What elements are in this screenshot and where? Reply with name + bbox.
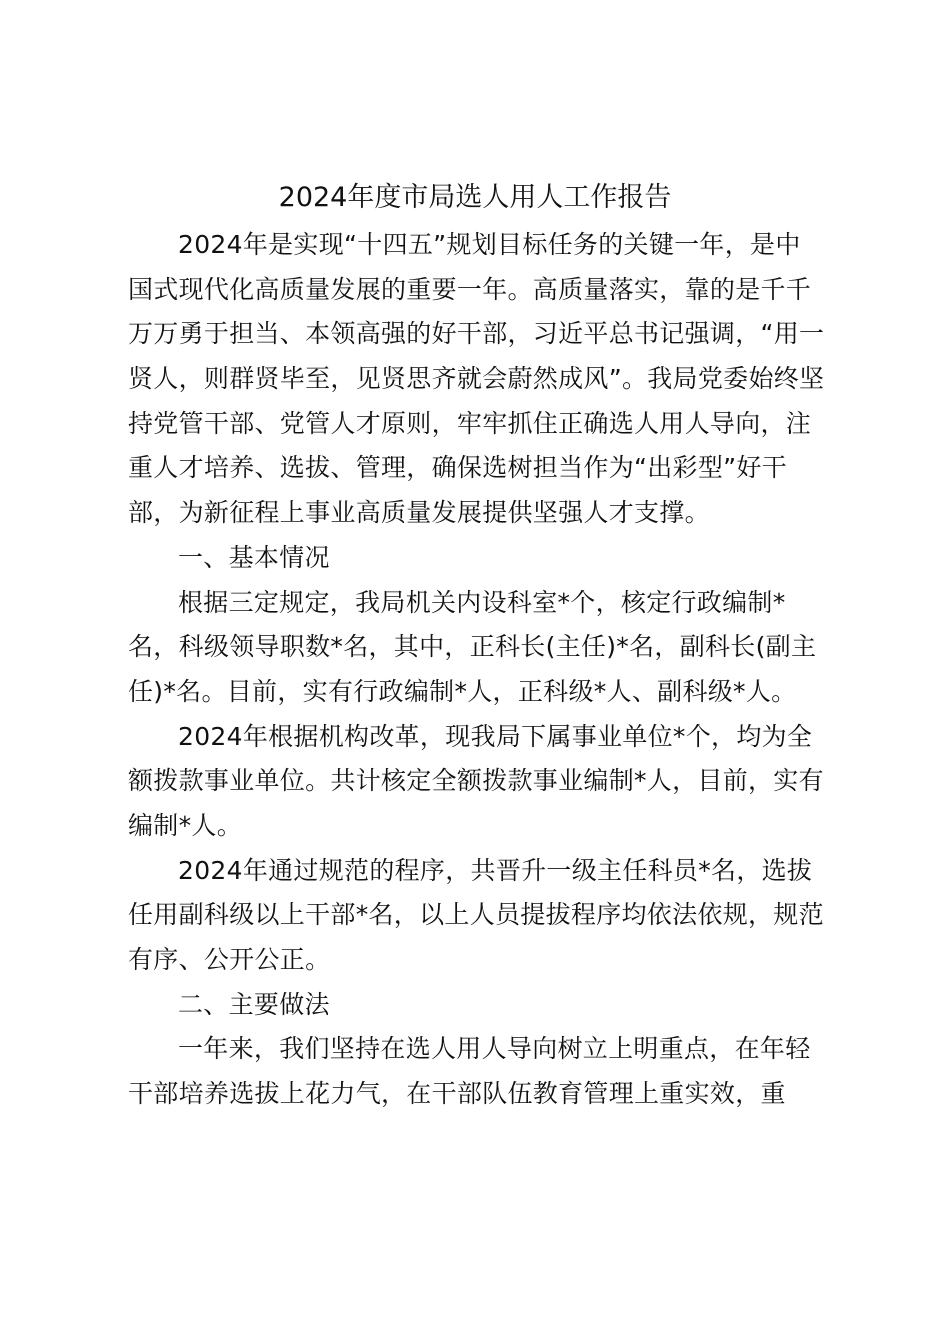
paragraph-1-line-5: 持党管干部、党管人才原则，牢牢抓住正确选人用人导向，注 <box>128 408 812 438</box>
paragraph-5-line-2: 干部培养选拔上花力气，在干部队伍教育管理上重实效，重 <box>128 1079 786 1109</box>
paragraph-4-line-1: 2024年通过规范的程序，共晋升一级主任科员*名，选拔 <box>178 855 813 885</box>
section-heading-main-practices: 二、主要做法 <box>178 989 330 1019</box>
paragraph-3-line-3: 编制*人。 <box>128 810 243 840</box>
paragraph-3-line-1: 2024年根据机构改革，现我局下属事业单位*个，均为全 <box>178 721 813 751</box>
document-body <box>128 223 833 1117</box>
paragraph-1-line-7: 部，为新征程上事业高质量发展提供坚强人才支撑。 <box>128 498 710 528</box>
paragraph-2-line-2: 名，科级领导职数*名，其中，正科长(主任)*名，副科长(副主 <box>128 632 817 662</box>
paragraph-2-line-3: 任)*名。目前，实有行政编制*人，正科级*人、副科级*人。 <box>128 676 797 706</box>
paragraph-1-line-4: 贤人，则群贤毕至，见贤思齐就会蔚然成风”。我局党委始终坚 <box>128 364 825 394</box>
paragraph-4-line-2: 任用副科级以上干部*名，以上人员提拔程序均依法依规，规范 <box>128 900 824 930</box>
paragraph-5-line-1: 一年来，我们坚持在选人用人导向树立上明重点，在年轻 <box>178 1034 811 1064</box>
paragraph-1-line-3: 万万勇于担当、本领高强的好干部，习近平总书记强调，“用一 <box>128 319 825 349</box>
paragraph-1-line-2: 国式现代化高质量发展的重要一年。高质量落实，靠的是千千 <box>128 274 812 304</box>
paragraph-1-line-1: 2024年是实现“十四五”规划目标任务的关键一年，是中 <box>178 230 801 259</box>
paragraph-3-line-2: 额拨款事业单位。共计核定全额拨款事业编制*人，目前，实有 <box>128 766 824 796</box>
paragraph-1-line-6: 重人才培养、选拔、管理，确保选树担当作为“出彩型”好干 <box>128 453 788 483</box>
paragraph-2-line-1: 根据三定规定，我局机关内设科室*个，核定行政编制* <box>178 587 786 617</box>
section-heading-basic-situation: 一、基本情况 <box>178 542 330 572</box>
paragraph-4-line-3: 有序、公开公正。 <box>128 945 331 974</box>
document-title: 2024年度市局选人用人工作报告 <box>278 182 672 213</box>
